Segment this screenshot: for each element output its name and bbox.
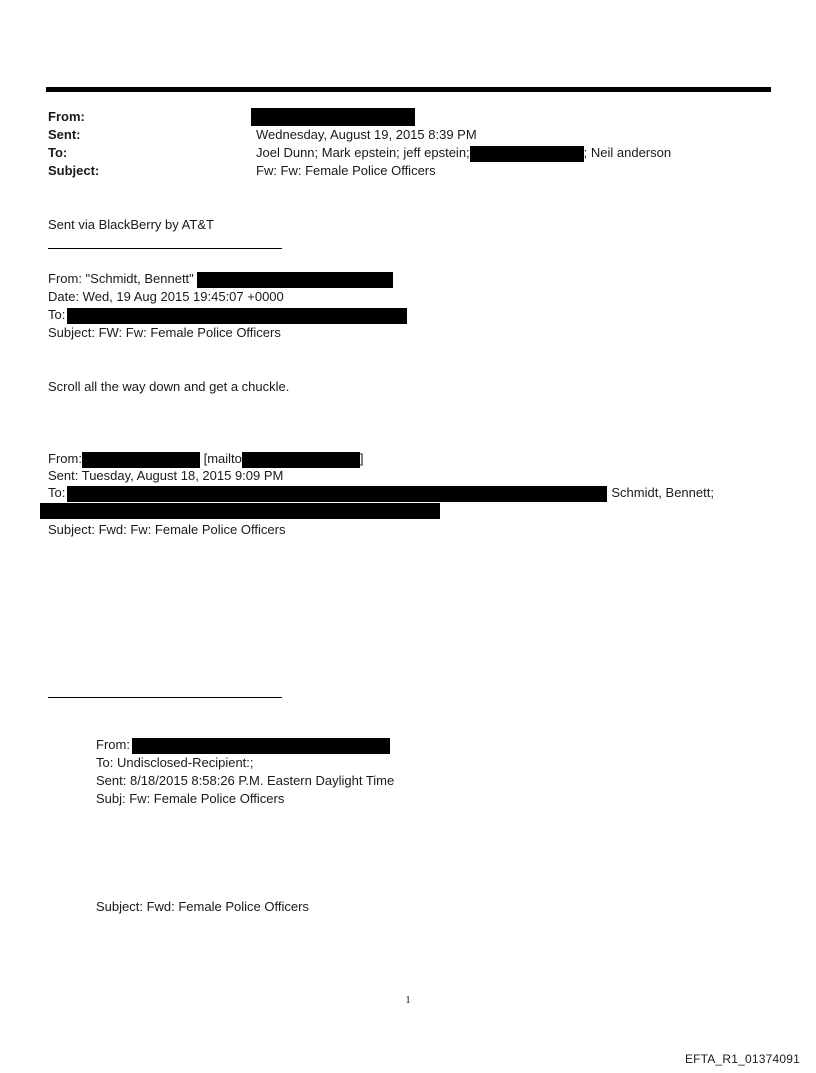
fwd2-mailto: [mailto — [203, 451, 242, 466]
separator-rule-2 — [48, 697, 282, 698]
fwd3-to: To: Undisclosed-Recipient:; — [96, 755, 254, 770]
sent-value: Wednesday, August 19, 2015 8:39 PM — [256, 127, 477, 142]
blackberry-signature: Sent via BlackBerry by AT&T — [48, 217, 214, 232]
from-label: From: — [48, 109, 85, 124]
fwd1-from-text: From: "Schmidt, Bennett" — [48, 271, 194, 286]
fwd3-from — [96, 736, 390, 754]
redacted-fwd3-sender — [132, 738, 390, 754]
subject-value: Fw: Fw: Female Police Officers — [256, 163, 436, 178]
redacted-fwd2-to-continued — [40, 503, 440, 519]
fwd1-from — [48, 270, 393, 288]
to-recipients-b: ; Neil anderson — [583, 145, 672, 160]
fwd2-mailto-close: ] — [359, 451, 364, 466]
redacted-fwd1-email — [197, 272, 393, 288]
redacted-sender — [251, 108, 415, 126]
fwd1-subject: Subject: FW: Fw: Female Police Officers — [48, 325, 281, 340]
redacted-recipient — [470, 146, 584, 162]
fwd3-sent: Sent: 8/18/2015 8:58:26 P.M. Eastern Daylight Time — [96, 773, 395, 788]
redacted-fwd1-to — [67, 308, 407, 324]
fwd2-from — [48, 450, 364, 468]
fwd2-subject: Subject: Fwd: Fw: Female Police Officers — [48, 522, 286, 537]
subject-label: Subject: — [48, 163, 100, 178]
document-id: EFTA_R1_01374091 — [684, 1052, 800, 1066]
fwd2-to-tail: Schmidt, Bennett; — [611, 485, 714, 500]
fwd1-date: Date: Wed, 19 Aug 2015 19:45:07 +0000 — [48, 289, 284, 304]
fwd2-to-label: To: — [48, 485, 66, 500]
separator-rule-1 — [48, 248, 282, 249]
fwd3-subj: Subj: Fw: Female Police Officers — [96, 791, 285, 806]
page-number: 1 — [405, 994, 411, 1006]
fwd2-to — [48, 484, 714, 502]
fwd2-sent: Sent: Tuesday, August 18, 2015 9:09 PM — [48, 468, 284, 483]
fwd3-from-label: From: — [96, 737, 130, 752]
redacted-fwd2-email — [242, 452, 360, 468]
to-label: To: — [48, 145, 68, 160]
redacted-fwd2-to — [67, 486, 607, 502]
fwd1-to — [48, 306, 407, 324]
sent-label: Sent: — [48, 127, 81, 142]
to-value — [256, 144, 671, 162]
redacted-fwd2-sender — [82, 452, 200, 468]
fwd3-subject: Subject: Fwd: Female Police Officers — [96, 899, 309, 914]
header-top-rule — [46, 87, 771, 92]
fwd1-to-label: To: — [48, 307, 66, 322]
fwd2-from-label: From: — [48, 451, 82, 466]
to-recipients-a: Joel Dunn; Mark epstein; jeff epstein; — [256, 145, 470, 160]
fwd1-message: Scroll all the way down and get a chuckle. — [48, 379, 290, 394]
